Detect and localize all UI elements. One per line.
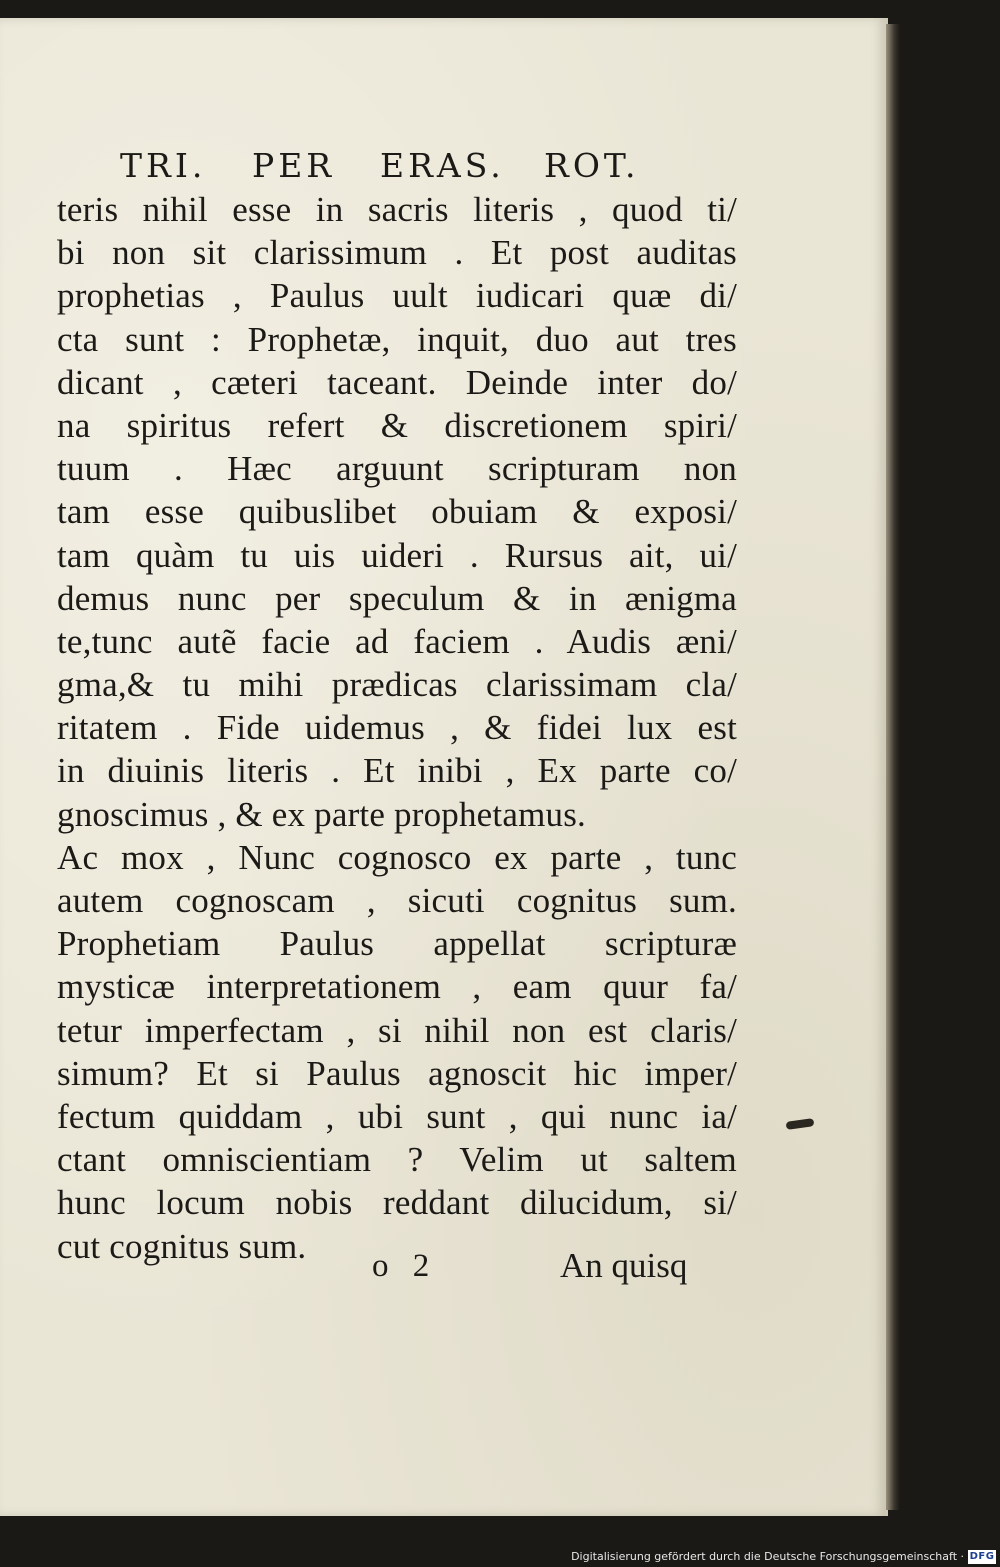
dfg-logo: DFG bbox=[969, 1551, 995, 1562]
text-line: dicant , cæteri taceant. Deinde inter do/ bbox=[57, 362, 737, 402]
text-line: Prophetiam Paulus appellat scripturæ bbox=[57, 924, 737, 964]
text-line: fectum quiddam , ubi sunt , qui nunc ia/ bbox=[57, 1096, 737, 1136]
text-line: tam quàm tu uis uideri . Rursus ait, ui/ bbox=[57, 535, 737, 575]
running-head-word: TRI. bbox=[120, 146, 207, 185]
text-line: teris nihil esse in sacris literis , quod ti/ bbox=[57, 190, 737, 229]
text-line: Ac mox , Nunc cognosco ex parte , tunc bbox=[57, 837, 737, 877]
signature-mark: o 2 bbox=[372, 1248, 438, 1284]
text-line: bi non sit clarissimum . Et post auditas bbox=[57, 233, 737, 273]
running-head-word: ROT. bbox=[544, 146, 640, 185]
text-line: na spiritus refert & discretionem spiri/ bbox=[57, 405, 737, 445]
body-text bbox=[57, 188, 737, 1268]
text-line: in diuinis literis . Et inibi , Ex parte co/ bbox=[57, 751, 737, 791]
catchword: An quisq bbox=[560, 1246, 688, 1285]
text-line: demus nunc per speculum & in ænigma bbox=[57, 578, 737, 618]
text-line: ritatem . Fide uidemus , & fidei lux est bbox=[57, 708, 737, 748]
text-line: autem cognoscam , sicuti cognitus sum. bbox=[57, 881, 737, 920]
text-line: simum? Et si Paulus agnoscit hic imper/ bbox=[57, 1053, 737, 1093]
text-line: gma,& tu mihi prædicas clarissimam cla/ bbox=[57, 665, 737, 705]
text-line: prophetias , Paulus uult iudicari quæ di/ bbox=[57, 276, 737, 316]
text-line: tuum . Hæc arguunt scripturam non bbox=[57, 449, 737, 489]
text-line: hunc locum nobis reddant dilucidum, si/ bbox=[57, 1183, 737, 1223]
page-edge-shadow bbox=[886, 24, 900, 1510]
digitization-credit: Digitalisierung gefördert durch die Deutsche Forschungsgemeinschaft · bbox=[571, 1550, 964, 1563]
running-head-word: PER bbox=[252, 146, 336, 185]
running-head-word: ERAS. bbox=[380, 146, 505, 185]
text-line: gnoscimus , & ex parte prophetamus. bbox=[57, 794, 586, 834]
text-line: te,tunc autẽ facie ad faciem . Audis æni/ bbox=[57, 621, 737, 661]
text-line: tetur imperfectam , si nihil non est claris/ bbox=[57, 1010, 737, 1050]
text-line: cut cognitus sum. bbox=[57, 1226, 307, 1266]
text-line: ctant omniscientiam ? Velim ut saltem bbox=[57, 1140, 737, 1180]
text-line: mysticæ interpretationem , eam quur fa/ bbox=[57, 967, 737, 1007]
text-line: cta sunt : Prophetæ, inquit, duo aut tres bbox=[57, 319, 737, 359]
ink-blot bbox=[786, 1118, 815, 1130]
text-line: tam esse quibuslibet obuiam & exposi/ bbox=[57, 492, 737, 532]
book-page bbox=[0, 18, 888, 1516]
